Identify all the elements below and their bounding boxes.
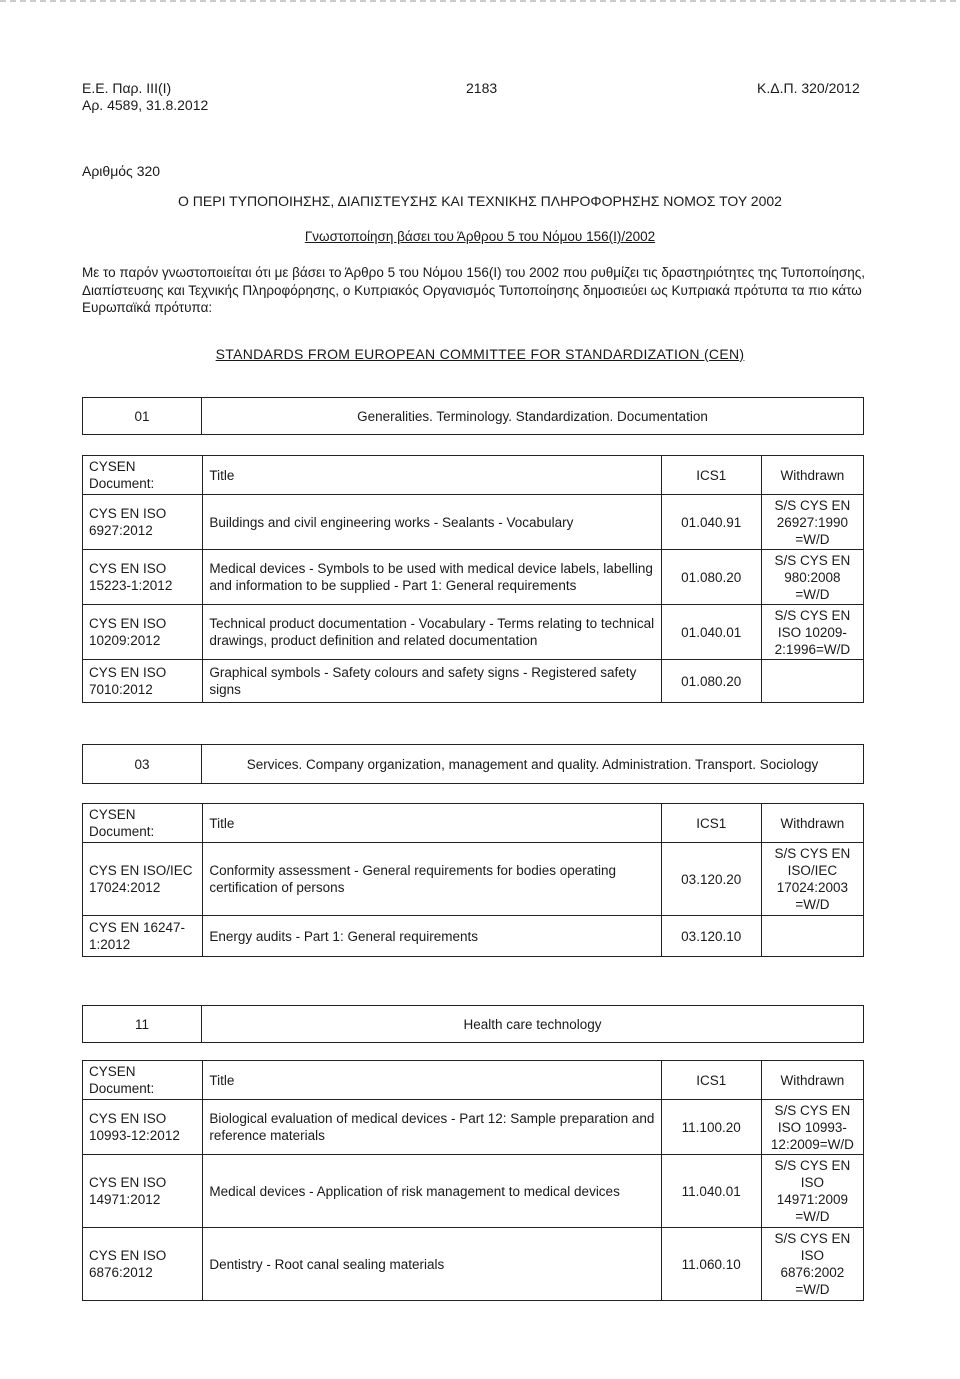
withdrawn-standard bbox=[761, 916, 863, 957]
table-header-row bbox=[83, 804, 864, 843]
doc-id: CYS EN 16247-1:2012 bbox=[83, 916, 203, 957]
withdrawn-standard bbox=[761, 660, 863, 703]
withdrawn-standard: S/S CYS EN ISO 10209-2:1996=W/D bbox=[761, 605, 863, 660]
column-header-document: CYSEN Document: bbox=[83, 1061, 203, 1100]
section-title: Generalities. Terminology. Standardization. Documentation bbox=[202, 398, 864, 435]
doc-id: CYS EN ISO/IEC 17024:2012 bbox=[83, 843, 203, 916]
column-header-document: CYSEN Document: bbox=[83, 804, 203, 843]
table-row bbox=[83, 660, 864, 703]
withdrawn-standard: S/S CYS EN ISO/IEC 17024:2003 =W/D bbox=[761, 843, 863, 916]
table-row bbox=[83, 495, 864, 550]
section-header-01 bbox=[82, 397, 864, 435]
table-row bbox=[83, 550, 864, 605]
section-title: Health care technology bbox=[202, 1006, 864, 1043]
ics-code: 11.100.20 bbox=[661, 1100, 761, 1155]
section-header-03 bbox=[82, 744, 864, 784]
standard-title: Dentistry - Root canal sealing materials bbox=[203, 1228, 661, 1301]
column-header-title: Title bbox=[203, 456, 661, 495]
gazette-reference bbox=[82, 80, 208, 114]
ics-code: 11.040.01 bbox=[661, 1155, 761, 1228]
section-title: Services. Company organization, management and quality. Administration. Transport. Sociology bbox=[202, 745, 864, 784]
doc-id: CYS EN ISO 7010:2012 bbox=[83, 660, 203, 703]
standards-table-03 bbox=[82, 803, 864, 957]
table-row bbox=[83, 605, 864, 660]
column-header-ics: ICS1 bbox=[661, 804, 761, 843]
column-header-withdrawn: Withdrawn bbox=[761, 456, 863, 495]
standard-title: Medical devices - Application of risk management to medical devices bbox=[203, 1155, 661, 1228]
doc-id: CYS EN ISO 14971:2012 bbox=[83, 1155, 203, 1228]
table-row bbox=[83, 1228, 864, 1301]
column-header-title: Title bbox=[203, 1061, 661, 1100]
section-number: 11 bbox=[83, 1006, 202, 1043]
doc-id: CYS EN ISO 15223-1:2012 bbox=[83, 550, 203, 605]
withdrawn-standard: S/S CYS EN ISO 14971:2009 =W/D bbox=[761, 1155, 863, 1228]
table-row bbox=[83, 1155, 864, 1228]
law-title: Ο ΠΕΡΙ ΤΥΠΟΠΟΙΗΣΗΣ, ΔΙΑΠΙΣΤΕΥΣΗΣ ΚΑΙ ΤΕΧΝΙΚΗΣ ΠΛΗΡΟΦΟΡΗΣΗΣ ΝΟΜΟΣ ΤΟΥ 2002 bbox=[178, 193, 782, 209]
doc-id: CYS EN ISO 10209:2012 bbox=[83, 605, 203, 660]
ics-code: 03.120.20 bbox=[661, 843, 761, 916]
section-number: 01 bbox=[83, 398, 202, 435]
doc-id: CYS EN ISO 6927:2012 bbox=[83, 495, 203, 550]
scan-edge-top bbox=[0, 0, 960, 2]
standard-title: Conformity assessment - General requirements for bodies operating certification of persons bbox=[203, 843, 661, 916]
column-header-withdrawn: Withdrawn bbox=[761, 804, 863, 843]
ics-code: 01.080.20 bbox=[661, 550, 761, 605]
page-number: 2183 bbox=[466, 80, 498, 96]
table-header-row bbox=[83, 456, 864, 495]
standard-title: Technical product documentation - Vocabulary - Terms relating to technical drawings, product definition and related documentation bbox=[203, 605, 661, 660]
gazette-annex: Ε.Ε. Παρ. ΙΙΙ(Ι) bbox=[82, 80, 172, 96]
table-row bbox=[83, 916, 864, 957]
column-header-ics: ICS1 bbox=[661, 456, 761, 495]
document-number: Αριθμός 320 bbox=[82, 163, 161, 179]
table-row bbox=[83, 1100, 864, 1155]
doc-id: CYS EN ISO 6876:2012 bbox=[83, 1228, 203, 1301]
section-header-11 bbox=[82, 1005, 864, 1043]
withdrawn-standard: S/S CYS EN ISO 10993-12:2009=W/D bbox=[761, 1100, 863, 1155]
column-header-ics: ICS1 bbox=[661, 1061, 761, 1100]
ics-code: 01.040.91 bbox=[661, 495, 761, 550]
withdrawn-standard: S/S CYS EN ISO 6876:2002 =W/D bbox=[761, 1228, 863, 1301]
standard-title: Energy audits - Part 1: General requirements bbox=[203, 916, 661, 957]
notice-subtitle: Γνωστοποίηση βάσει του Άρθρου 5 του Νόμου 156(Ι)/2002 bbox=[304, 229, 656, 244]
doc-id: CYS EN ISO 10993-12:2012 bbox=[83, 1100, 203, 1155]
ics-code: 01.040.01 bbox=[661, 605, 761, 660]
intro-paragraph: Με το παρόν γνωστοποιείται ότι με βάσει το Άρθρο 5 του Νόμου 156(Ι) του 2002 που ρυθμίζει τις δραστηριότητες της Τυποποίησης, Διαπίστευσης και Τεχνικής Πληροφόρησης, ο Κυπριακός Οργανισμός Τυποποίησης δημοσιεύει ως Κυπριακά πρότυπα τα πιο κάτω Ευρωπαϊκά πρότυπα: bbox=[82, 265, 865, 315]
standards-table-11 bbox=[82, 1060, 864, 1301]
standards-table-01 bbox=[82, 455, 864, 703]
column-header-document: CYSEN Document: bbox=[83, 456, 203, 495]
withdrawn-standard: S/S CYS EN 26927:1990 =W/D bbox=[761, 495, 863, 550]
table-row bbox=[83, 843, 864, 916]
ics-code: 03.120.10 bbox=[661, 916, 761, 957]
column-header-title: Title bbox=[203, 804, 661, 843]
section-number: 03 bbox=[83, 745, 202, 784]
ics-code: 01.080.20 bbox=[661, 660, 761, 703]
standard-title: Medical devices - Symbols to be used with medical device labels, labelling and information to be supplied - Part 1: General requirements bbox=[203, 550, 661, 605]
regulation-number: Κ.Δ.Π. 320/2012 bbox=[757, 80, 860, 96]
ics-code: 11.060.10 bbox=[661, 1228, 761, 1301]
withdrawn-standard: S/S CYS EN 980:2008 =W/D bbox=[761, 550, 863, 605]
standards-heading: STANDARDS FROM EUROPEAN COMMITTEE FOR STANDARDIZATION (CEN) bbox=[215, 346, 745, 362]
standard-title: Graphical symbols - Safety colours and safety signs - Registered safety signs bbox=[203, 660, 661, 703]
gazette-issue-date: Αρ. 4589, 31.8.2012 bbox=[82, 97, 209, 113]
table-header-row bbox=[83, 1061, 864, 1100]
column-header-withdrawn: Withdrawn bbox=[761, 1061, 863, 1100]
standard-title: Biological evaluation of medical devices - Part 12: Sample preparation and reference materials bbox=[203, 1100, 661, 1155]
standard-title: Buildings and civil engineering works - Sealants - Vocabulary bbox=[203, 495, 661, 550]
